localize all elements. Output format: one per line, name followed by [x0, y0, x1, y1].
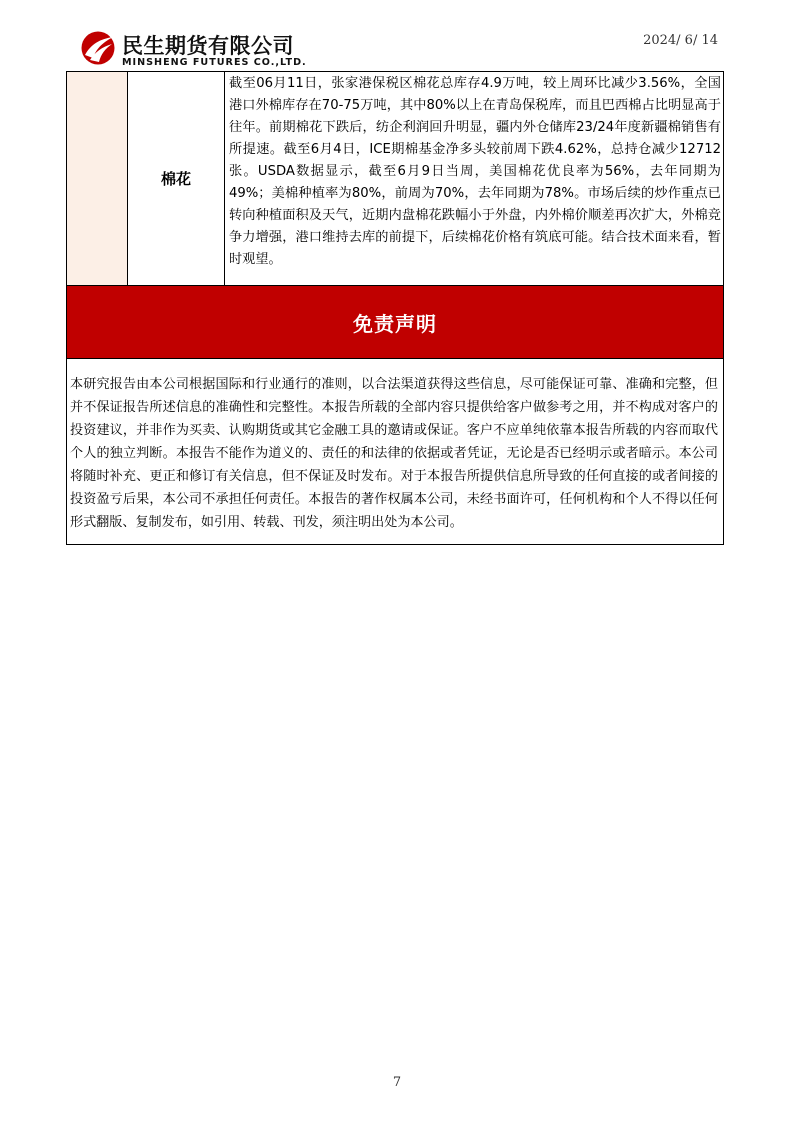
category-cell: [67, 72, 128, 285]
page-header: [0, 0, 794, 72]
disclaimer-body: 本研究报告由本公司根据国际和行业通行的准则，以合法渠道获得这些信息，尽可能保证可靠、准确和完整，但并不保证报告所述信息的准确性和完整性。本报告所载的全部内容只提供给客户做参考之用，并不构成对客户的投资建议，并非作为买卖、认购期货或其它金融工具的邀请或保证。客户不应单纯依靠本报告所载的内容而取代个人的独立判断。本报告不能作为道义的、责任的和法律的依据或者凭证，无论是否已经明示或者暗示。本公司将随时补充、更正和修订有关信息，但不保证及时发布。对于本报告所提供信息所导致的任何直接的或者间接的投资盈亏后果，本公司不承担任何责任。本报告的著作权属本公司，未经书面许可，任何机构和个人不得以任何形式翻版、复制发布，如引用、转载、刊发，须注明出处为本公司。: [70, 377, 718, 530]
page-number: 7: [392, 1075, 402, 1090]
company-name-en: MINSHENG FUTURES CO.,LTD.: [122, 57, 307, 68]
report-date: 2024/ 6/ 14: [643, 33, 718, 48]
report-table: [66, 71, 724, 545]
table-row-cotton: [67, 72, 723, 285]
commodity-name: 棉花: [128, 72, 225, 285]
company-name-cn: 民生期货有限公司: [122, 34, 294, 58]
disclaimer-title: 免责声明: [67, 285, 723, 359]
minsheng-logo-icon: [80, 30, 116, 66]
commodity-analysis: 截至06月11日，张家港保税区棉花总库存4.9万吨，较上周环比减少3.56%，全国港口外棉库存在70-75万吨，其中80%以上在青岛保税库，而且巴西棉占比明显高于往年。前期棉花下跌后，纺企利润回升明显，疆内外仓储库23/24年度新疆棉销售有所提速。截至6月4日，ICE期棉基金净多头较前周下跌4.62%，总持仓减少12712张。USDA数据显示，截至6月9日当周，美国棉花优良率为56%，去年同期为49%；美棉种植率为80%，前周为70%，去年同期为78%。市场后续的炒作重点已转向种植面积及天气，近期内盘棉花跌幅小于外盘，内外棉价顺差再次扩大，外棉竞争力增强，港口维持去库的前提下，后续棉花价格有筑底可能。结合技术面来看，暂时观望。: [229, 76, 721, 267]
